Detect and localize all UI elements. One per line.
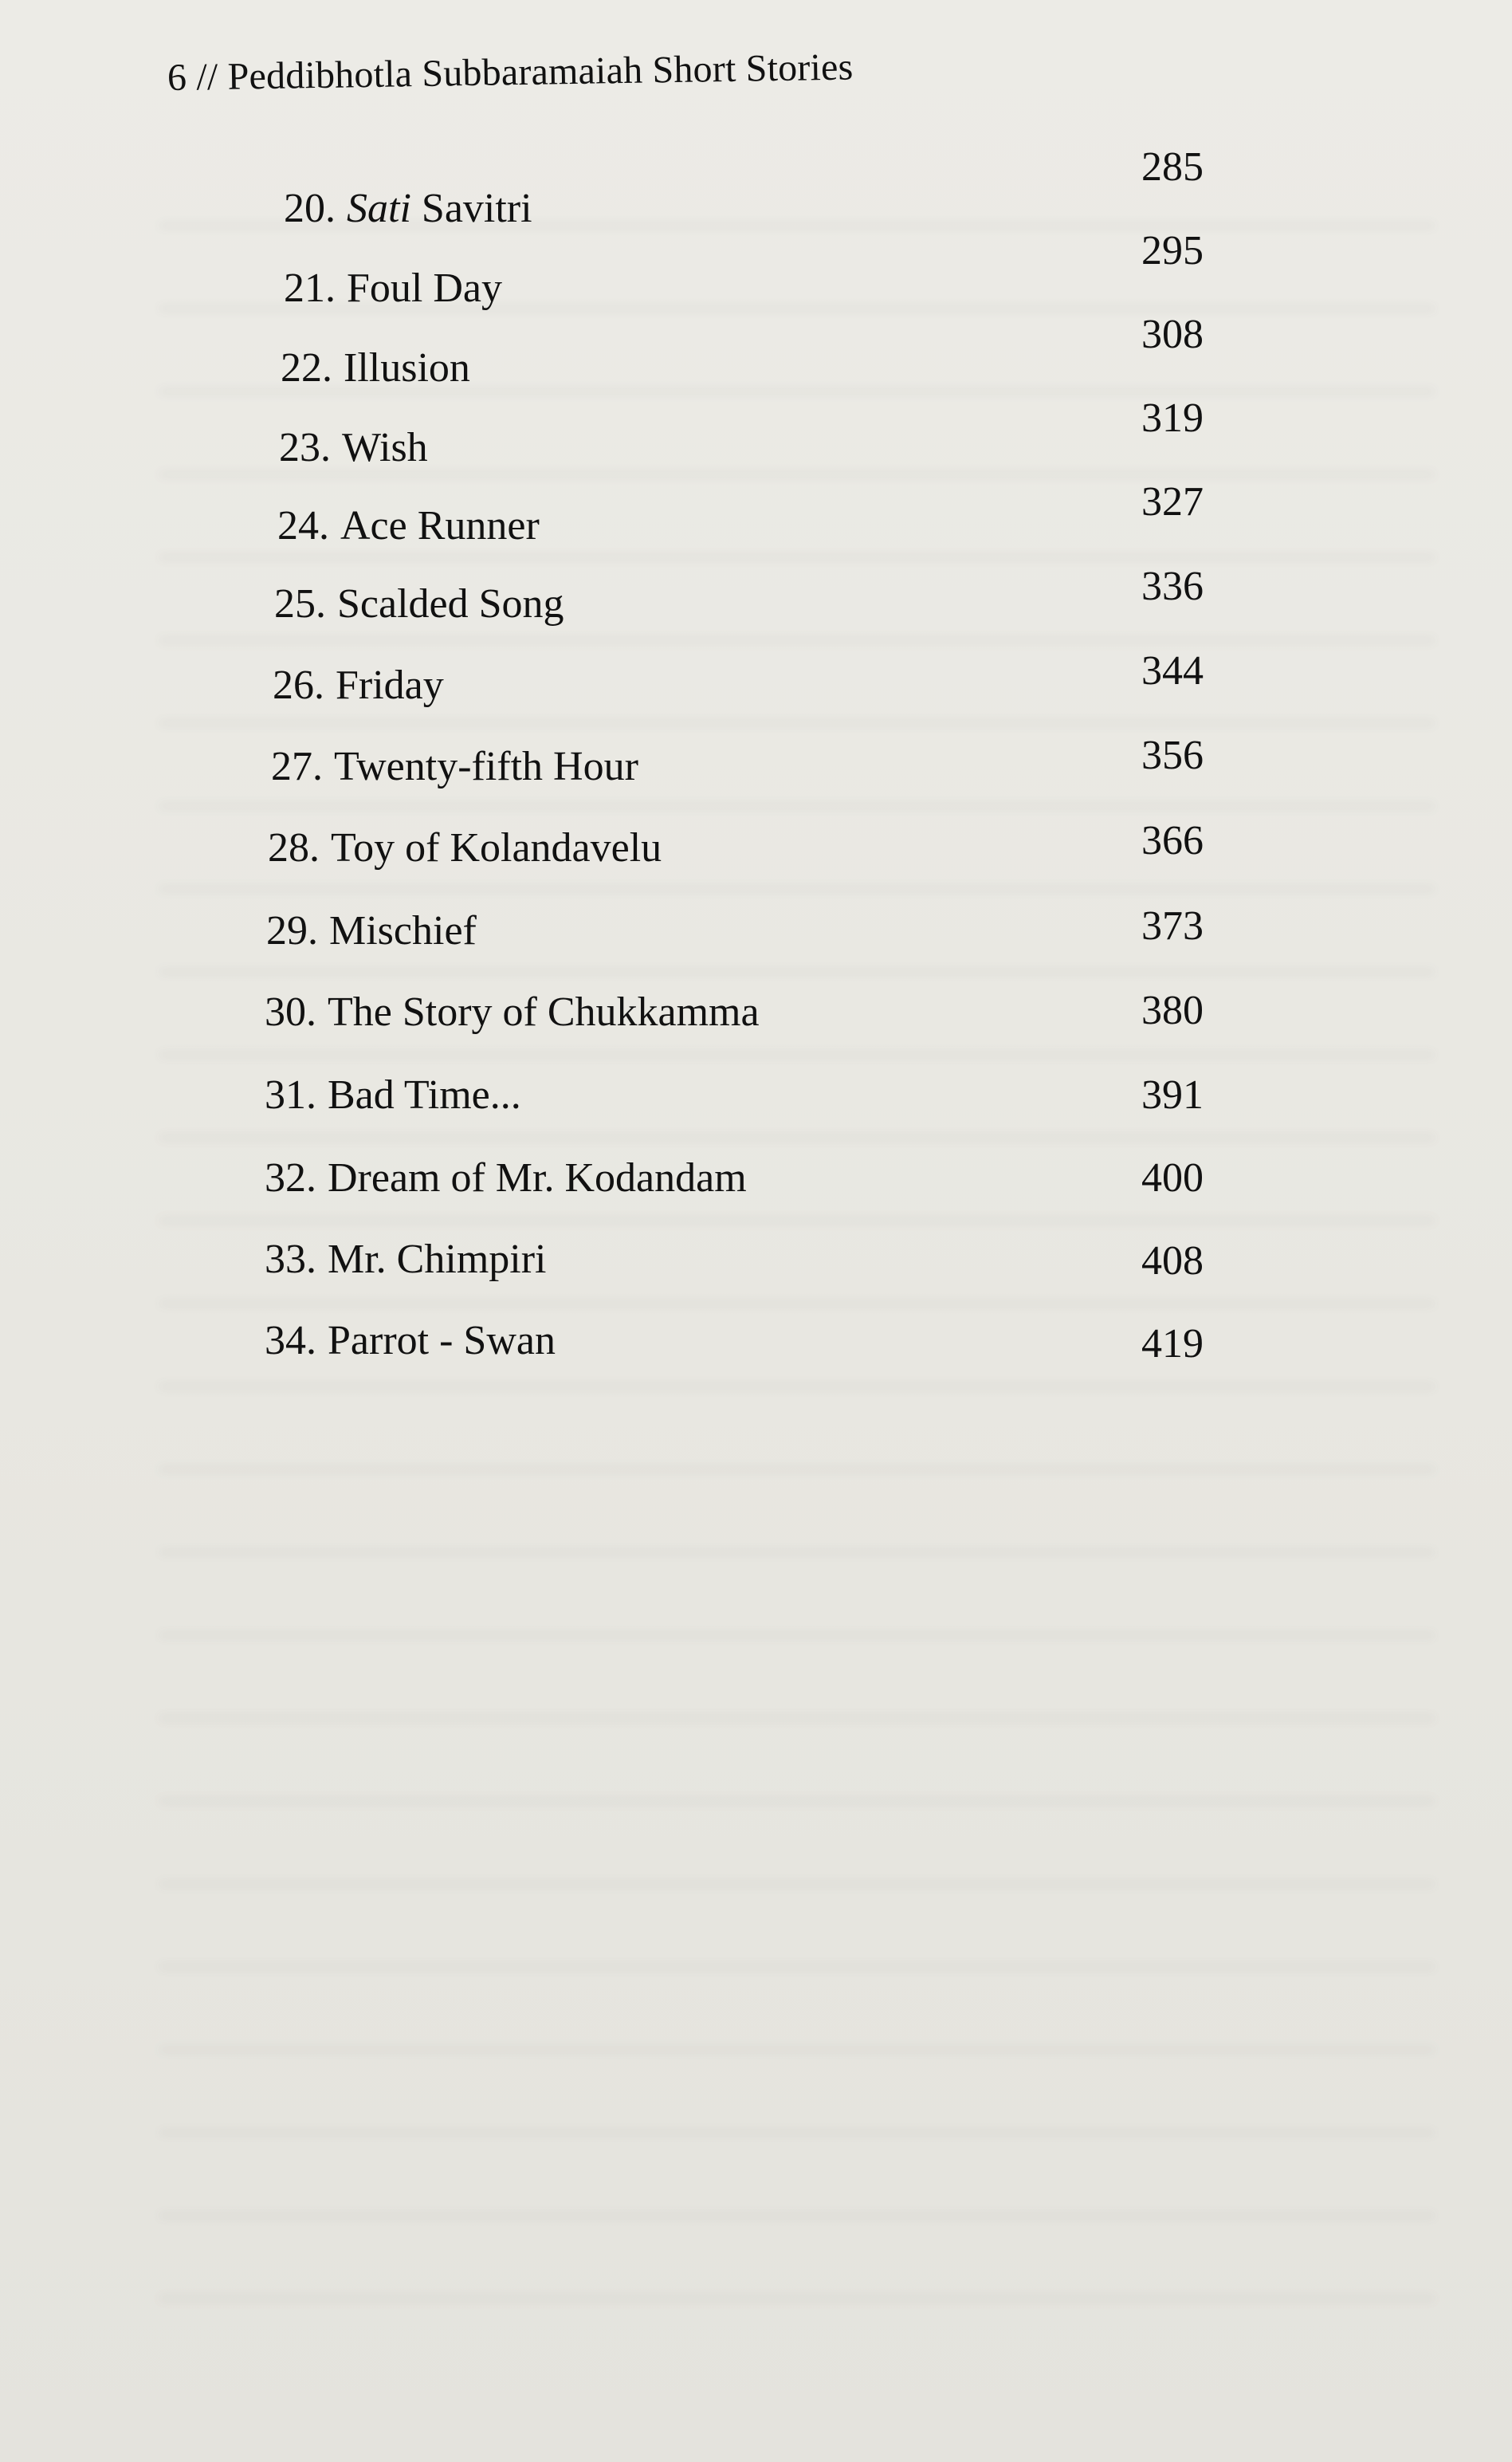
toc-entry-title — [265, 1154, 747, 1202]
toc-entry-title-text: Twenty-fifth Hour — [334, 744, 638, 789]
toc-entry-number: 23. — [279, 425, 331, 470]
toc-entry-title — [279, 424, 428, 471]
toc-entry-title — [284, 265, 502, 312]
toc-entry-title — [281, 344, 470, 391]
toc-entry-number: 31. — [265, 1072, 316, 1118]
toc-entry-title-text: Foul Day — [347, 265, 502, 311]
toc-entry-page-number: 400 — [1141, 1155, 1204, 1201]
toc-entry-number: 29. — [266, 908, 318, 954]
toc-entry-page-number: 373 — [1141, 903, 1204, 949]
toc-entry-title-text: Wish — [342, 425, 428, 470]
toc-entry-title-text: Friday — [336, 663, 444, 708]
toc-entry-page-number: 336 — [1141, 564, 1204, 609]
toc-entry-title — [265, 1236, 546, 1283]
toc-entry-title — [268, 824, 662, 871]
toc-entry-page-number: 356 — [1141, 733, 1204, 778]
toc-entry-number: 20. — [284, 186, 336, 231]
toc-entry-title — [265, 989, 760, 1036]
toc-entry-title — [266, 907, 477, 954]
toc-entry-number: 33. — [265, 1237, 316, 1282]
toc-entry-page-number: 319 — [1141, 395, 1204, 441]
toc-entry-page-number: 295 — [1141, 228, 1204, 273]
toc-entry-page-number: 391 — [1141, 1072, 1204, 1118]
toc-entry-title-text: Ace Runner — [340, 503, 540, 549]
toc-entry-title-text: Dream of Mr. Kodandam — [328, 1155, 747, 1201]
toc-entry-title — [273, 662, 444, 709]
toc-entry-page-number: 344 — [1141, 648, 1204, 694]
toc-entry-number: 34. — [265, 1318, 316, 1363]
toc-entry-title-text: Bad Time... — [328, 1072, 521, 1118]
toc-entry-title — [284, 185, 532, 232]
toc-entry-number: 25. — [274, 581, 326, 627]
toc-entry-number: 27. — [271, 744, 323, 789]
toc-entry-number: 26. — [273, 663, 324, 708]
toc-entry-number: 32. — [265, 1155, 316, 1201]
toc-entry-page-number: 366 — [1141, 818, 1204, 863]
toc-entry-number: 28. — [268, 825, 320, 871]
toc-entry-title-text: Illusion — [344, 345, 470, 391]
toc-entry-title-text: Savitri — [410, 186, 532, 231]
toc-entry-title-text: Toy of Kolandavelu — [331, 825, 662, 871]
toc-entry-title — [274, 580, 564, 627]
toc-entry-title-text: Scalded Song — [337, 581, 564, 627]
toc-entry-title — [277, 502, 540, 549]
toc-entry-title-text: The Story of Chukkamma — [328, 989, 760, 1035]
toc-entry-title — [271, 743, 638, 790]
toc-entry-title — [265, 1317, 556, 1364]
running-head: 6 // Peddibhotla Subbaramaiah Short Stories — [167, 45, 854, 99]
toc-entry-number: 24. — [277, 503, 329, 549]
toc-entry-page-number: 419 — [1141, 1321, 1204, 1367]
toc-entry-number: 30. — [265, 989, 316, 1035]
toc-entry-number: 21. — [284, 265, 336, 311]
toc-entry-title-text: Mr. Chimpiri — [328, 1237, 547, 1282]
toc-entry-title-italic: Sati — [347, 186, 411, 231]
toc-entry-title-text: Parrot - Swan — [328, 1318, 556, 1363]
toc-entry-page-number: 408 — [1141, 1238, 1204, 1284]
toc-entry-title — [265, 1072, 521, 1119]
toc-entry-page-number: 308 — [1141, 312, 1204, 357]
toc-entry-page-number: 380 — [1141, 988, 1204, 1033]
toc-entry-page-number: 285 — [1141, 144, 1204, 190]
toc-entry-page-number: 327 — [1141, 479, 1204, 525]
toc-entry-title-text: Mischief — [329, 908, 477, 954]
toc-entry-number: 22. — [281, 345, 332, 391]
